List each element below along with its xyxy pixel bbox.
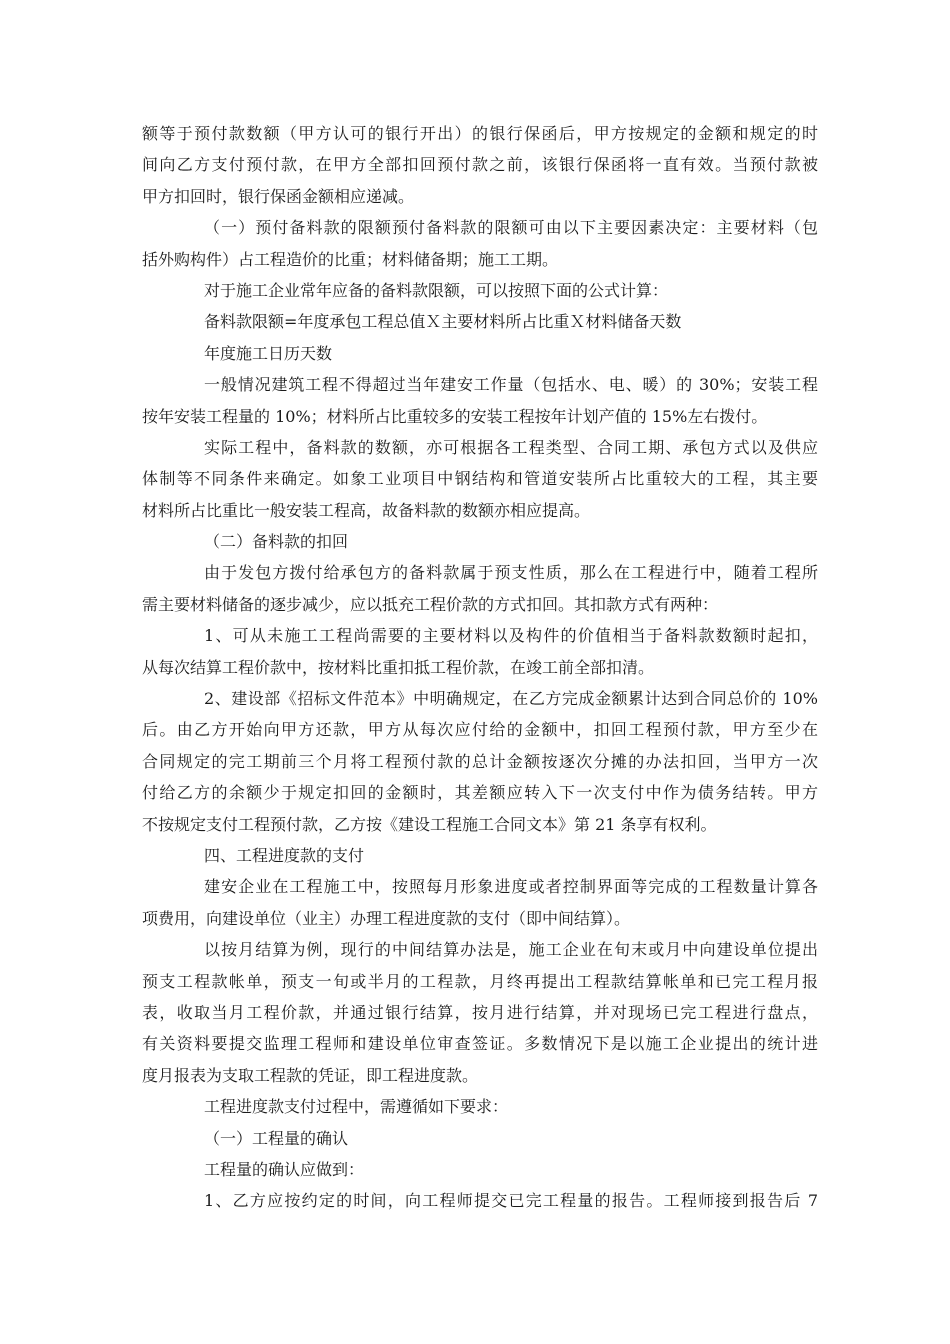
text-line: 由于发包方拨付给承包方的备料款属于预支性质，那么在工程进行中，随着工程所 — [204, 563, 818, 583]
text-line: 1、可从未施工工程尚需要的主要材料以及构件的价值相当于备料款数额时起扣， — [204, 626, 818, 646]
text-line: 后。由乙方开始向甲方还款，甲方从每次应付给的金额中，扣回工程预付款，甲方至少在 — [142, 720, 818, 740]
text-line: 额等于预付款数额（甲方认可的银行开出）的银行保函后，甲方按规定的金额和规定的时 — [142, 124, 818, 143]
text-line: 材料所占比重比一般安装工程高，故备料款的数额亦相应提高。 — [142, 500, 591, 520]
text-line: 1、乙方应按约定的时间，向工程师提交已完工程量的报告。工程师接到报告后 7 — [204, 1191, 818, 1211]
text-line: 间向乙方支付预付款，在甲方全部扣回预付款之前，该银行保函将一直有效。当预付款被 — [142, 155, 818, 175]
text-line: 备料款限额=年度承包工程总值Ｘ主要材料所占比重Ｘ材料储备天数 — [204, 312, 682, 332]
text-line: 需主要材料储备的逐步减少，应以抵充工程价款的方式扣回。其扣款方式有两种： — [142, 594, 719, 614]
text-line: 括外购构件）占工程造价的比重；材料储备期；施工工期。 — [142, 249, 559, 269]
text-line: 表，收取当月工程价款，并通过银行结算，按月进行结算，并对现场已完工程进行盘点， — [142, 1002, 818, 1022]
text-line: 四、工程进度款的支付 — [204, 845, 365, 865]
text-line: 按年安装工程量的 10%；材料所占比重较多的安装工程按年计划产值的 15%左右拨付。 — [142, 406, 768, 426]
text-line: （一）预付备料款的限额预付备料款的限额可由以下主要因素决定：主要材料（包 — [204, 218, 818, 238]
text-line: 对于施工企业常年应备的备料款限额，可以按照下面的公式计算： — [204, 280, 669, 300]
text-line: 甲方扣回时，银行保函金额相应递减。 — [142, 186, 415, 206]
text-line: 有关资料要提交监理工程师和建设单位审查签证。多数情况下是以施工企业提出的统计进 — [142, 1034, 818, 1054]
text-line: 不按规定支付工程预付款，乙方按《建设工程施工合同文本》第 21 条享有权利。 — [142, 814, 717, 834]
text-line: 合同规定的完工期前三个月将工程预付款的总计金额按逐次分摊的办法扣回，当甲方一次 — [142, 751, 818, 771]
text-line: 付给乙方的余额少于规定扣回的金额时，其差额应转入下一次支付中作为债务结转。甲方 — [142, 783, 818, 803]
text-line: 预支工程款帐单，预支一旬或半月的工程款，月终再提出工程款结算帐单和已完工程月报 — [142, 971, 818, 991]
text-line: 工程进度款支付过程中，需遵循如下要求： — [204, 1097, 509, 1117]
text-line: 以按月结算为例，现行的中间结算办法是，施工企业在旬末或月中向建设单位提出 — [204, 940, 818, 960]
text-line: 建安企业在工程施工中，按照每月形象进度或者控制界面等完成的工程数量计算各 — [204, 877, 818, 897]
text-line: 年度施工日历天数 — [204, 343, 333, 363]
document-body — [142, 118, 818, 1217]
text-line: 工程量的确认应做到： — [204, 1159, 365, 1179]
text-line: 度月报表为支取工程款的凭证，即工程进度款。 — [142, 1065, 479, 1085]
text-line: 实际工程中，备料款的数额，亦可根据各工程类型、合同工期、承包方式以及供应 — [204, 437, 818, 457]
text-line: 体制等不同条件来确定。如象工业项目中钢结构和管道安装所占比重较大的工程，其主要 — [142, 469, 818, 489]
text-line: （二）备料款的扣回 — [204, 532, 349, 552]
text-line: （一）工程量的确认 — [204, 1128, 349, 1148]
text-line: 2、建设部《招标文件范本》中明确规定，在乙方完成金额累计达到合同总价的 10% — [204, 689, 818, 709]
text-line: 一般情况建筑工程不得超过当年建安工作量（包括水、电、暖）的 30%；安装工程 — [204, 375, 818, 395]
text-line: 从每次结算工程价款中，按材料比重扣抵工程价款，在竣工前全部扣清。 — [142, 657, 655, 677]
text-line: 项费用，向建设单位（业主）办理工程进度款的支付（即中间结算）。 — [142, 908, 631, 928]
